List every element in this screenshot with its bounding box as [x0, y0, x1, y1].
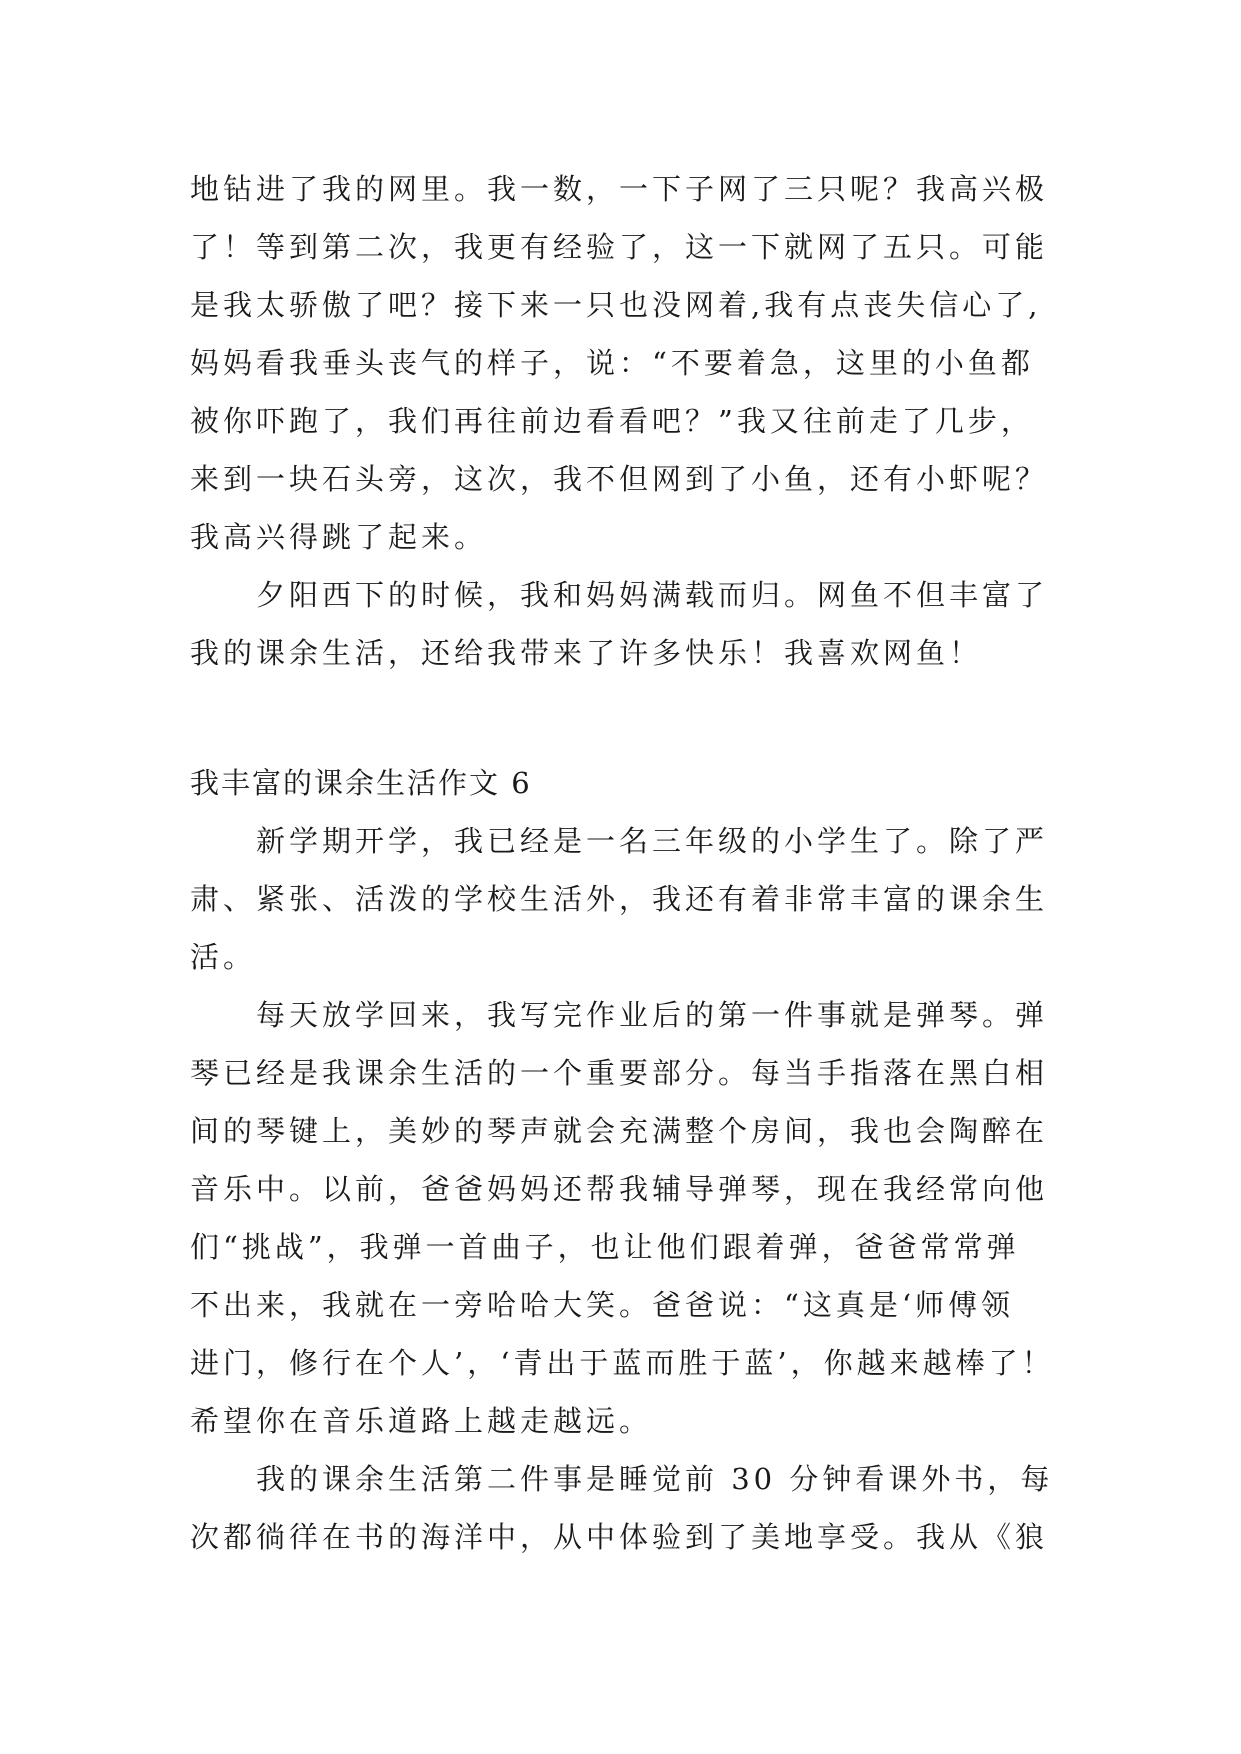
- paragraph: [190, 566, 1090, 682]
- text-line: 们“挑战”，我弹一首曲子，也让他们跟着弹，爸爸常常弹: [190, 1230, 1020, 1264]
- paragraph: [190, 1450, 1090, 1566]
- paragraph: [190, 160, 1090, 566]
- section-gap: [190, 682, 1090, 754]
- text-line: 间的琴键上，美妙的琴声就会充满整个房间，我也会陶醉在: [190, 1114, 1049, 1148]
- text-line: 被你吓跑了，我们再往前边看看吧？”我又往前走了几步，: [190, 404, 1034, 438]
- section-heading: 我丰富的课余生活作文 6: [190, 766, 532, 800]
- text-line: 来到一块石头旁，这次，我不但网到了小鱼，还有小虾呢？: [190, 462, 1049, 496]
- text-line: 次都徜徉在书的海洋中，从中体验到了美地享受。我从《狼: [190, 1520, 1049, 1554]
- document-page: [190, 160, 1090, 1566]
- text-line: 进门，修行在个人’，‘青出于蓝而胜于蓝’，你越来越棒了！: [190, 1346, 1055, 1380]
- text-line: 是我太骄傲了吧？接下来一只也没网着,我有点丧失信心了,: [190, 288, 1042, 322]
- paragraph: [190, 986, 1090, 1450]
- text-line: 肃、紧张、活泼的学校生活外，我还有着非常丰富的课余生: [190, 882, 1049, 916]
- text-line: 我的课余生活，还给我带来了许多快乐！我喜欢网鱼！: [190, 636, 983, 670]
- text-line: 新学期开学，我已经是一名三年级的小学生了。除了严: [256, 824, 1049, 858]
- text-line: 夕阳西下的时候，我和妈妈满载而归。网鱼不但丰富了: [256, 578, 1049, 612]
- text-line: 音乐中。以前，爸爸妈妈还帮我辅导弹琴，现在我经常向他: [190, 1172, 1049, 1206]
- text-line: 我的课余生活第二件事是睡觉前 30 分钟看课外书，每: [256, 1462, 1054, 1496]
- text-line: 我高兴得跳了起来。: [190, 520, 488, 554]
- text-line: 不出来，我就在一旁哈哈大笑。爸爸说：“这真是‘师傅领: [190, 1288, 1015, 1322]
- text-line: 地钻进了我的网里。我一数，一下子网了三只呢？我高兴极: [190, 172, 1049, 206]
- text-line: 希望你在音乐道路上越走越远。: [190, 1404, 653, 1438]
- text-line: 琴已经是我课余生活的一个重要部分。每当手指落在黑白相: [190, 1056, 1049, 1090]
- text-line: 了！等到第二次，我更有经验了，这一下就网了五只。可能: [190, 230, 1049, 264]
- paragraph: [190, 812, 1090, 986]
- text-line: 活。: [190, 940, 257, 974]
- text-line: 妈妈看我垂头丧气的样子，说：“不要着急，这里的小鱼都: [190, 346, 1034, 380]
- text-line: 每天放学回来，我写完作业后的第一件事就是弹琴。弹: [256, 998, 1049, 1032]
